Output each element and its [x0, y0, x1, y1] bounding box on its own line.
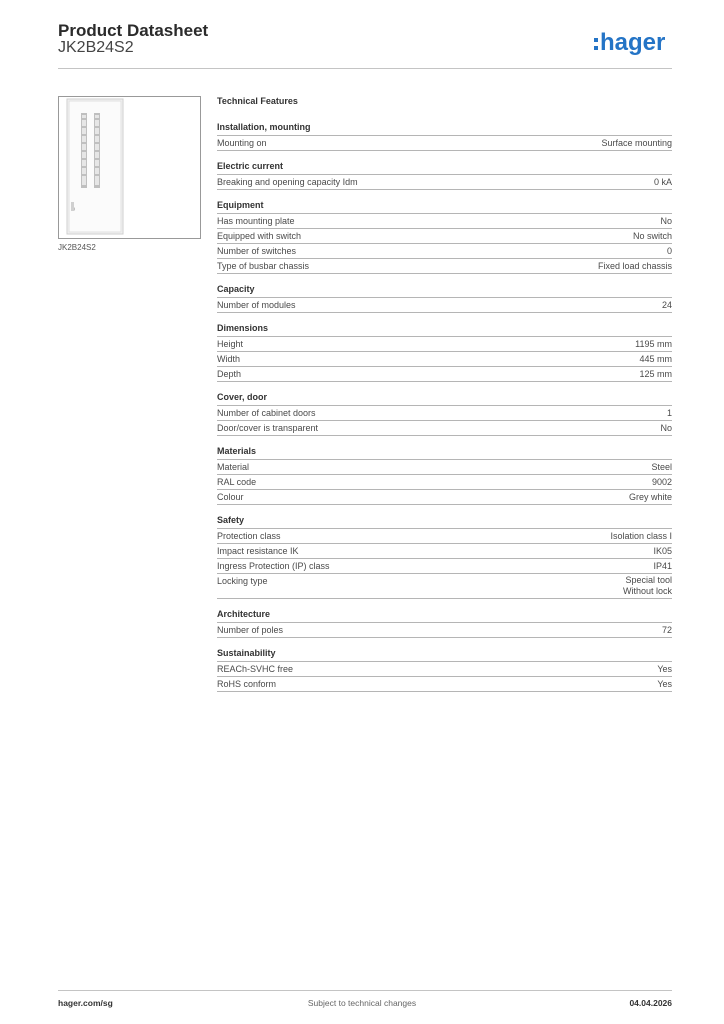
spec-value: 24 [661, 300, 672, 310]
spec-row [217, 136, 672, 151]
spec-value: Special tool Without lock [622, 575, 672, 596]
section-header: Materials [217, 445, 672, 460]
spec-row [217, 677, 672, 692]
section-header: Dimensions [217, 322, 672, 337]
footer-divider [58, 990, 672, 991]
spec-row [217, 259, 672, 274]
spec-row [217, 559, 672, 574]
spec-row [217, 352, 672, 367]
spec-label: Material [217, 462, 250, 472]
spec-row [217, 623, 672, 638]
spec-label: REACh-SVHC free [217, 664, 294, 674]
spec-value: IK05 [653, 546, 672, 556]
spec-value: 9002 [651, 477, 672, 487]
spec-section [217, 322, 672, 382]
spec-row [217, 214, 672, 229]
spec-label: Door/cover is transparent [217, 423, 319, 433]
section-header: Electric current [217, 160, 672, 175]
spec-section [217, 283, 672, 313]
spec-value: 0 [666, 246, 672, 256]
spec-value: Grey white [628, 492, 672, 502]
spec-value: 1195 mm [635, 339, 672, 349]
spec-row [217, 574, 672, 599]
spec-value: 72 [661, 625, 672, 635]
spec-value: No switch [632, 231, 672, 241]
spec-row [217, 337, 672, 352]
spec-row [217, 662, 672, 677]
svg-text:hager: hager [600, 29, 666, 56]
technical-features [217, 95, 672, 701]
section-header: Installation, mounting [217, 121, 672, 136]
spec-section [217, 647, 672, 692]
spec-label: Number of poles [217, 625, 284, 635]
section-header: Equipment [217, 199, 672, 214]
spec-value: 125 mm [639, 369, 672, 379]
spec-section [217, 160, 672, 190]
spec-label: Height [217, 339, 244, 349]
spec-row [217, 298, 672, 313]
spec-row [217, 367, 672, 382]
spec-label: Depth [217, 369, 242, 379]
spec-value: No [660, 423, 672, 433]
spec-row [217, 529, 672, 544]
spec-row [217, 244, 672, 259]
spec-section [217, 391, 672, 436]
footer-date: 04.04.2026 [629, 998, 672, 1008]
footer-website[interactable]: hager.com/sg [58, 998, 113, 1008]
spec-row [217, 406, 672, 421]
spec-value: Surface mounting [601, 138, 672, 148]
spec-row [217, 475, 672, 490]
spec-label: Has mounting plate [217, 216, 295, 226]
spec-row [217, 421, 672, 436]
spec-value: Yes [657, 664, 672, 674]
header-divider [58, 68, 672, 69]
spec-label: Ingress Protection (IP) class [217, 561, 330, 571]
product-code: JK2B24S2 [58, 39, 134, 56]
spec-title: Technical Features [217, 96, 298, 106]
section-header: Cover, door [217, 391, 672, 406]
spec-value: Steel [651, 462, 672, 472]
page-title: Product Datasheet [58, 21, 209, 40]
spec-value: Yes [657, 679, 672, 689]
section-header: Capacity [217, 283, 672, 298]
spec-section [217, 514, 672, 599]
spec-row [217, 229, 672, 244]
spec-row [217, 544, 672, 559]
spec-label: Mounting on [217, 138, 267, 148]
spec-sections [217, 121, 672, 692]
spec-label: Number of cabinet doors [217, 408, 316, 418]
spec-label: RAL code [217, 477, 257, 487]
section-header: Architecture [217, 608, 672, 623]
spec-value: 1 [666, 408, 672, 418]
spec-label: Impact resistance IK [217, 546, 299, 556]
spec-value: No [660, 216, 672, 226]
spec-value: 445 mm [639, 354, 672, 364]
hager-logo [593, 28, 673, 58]
spec-label: Type of busbar chassis [217, 261, 310, 271]
spec-row [217, 175, 672, 190]
spec-row [217, 490, 672, 505]
spec-section [217, 199, 672, 274]
spec-label: Number of switches [217, 246, 297, 256]
product-image [58, 96, 201, 239]
section-header: Safety [217, 514, 672, 529]
spec-label: Breaking and opening capacity Idm [217, 177, 358, 187]
spec-label: Number of modules [217, 300, 296, 310]
spec-label: RoHS conform [217, 679, 277, 689]
enclosure-illustration [59, 97, 200, 238]
footer-notice: Subject to technical changes [307, 998, 417, 1008]
spec-section [217, 445, 672, 505]
image-caption: JK2B24S2 [58, 243, 96, 252]
spec-value: 0 kA [653, 177, 672, 187]
spec-label: Colour [217, 492, 244, 502]
spec-label: Locking type [217, 576, 268, 586]
section-header: Sustainability [217, 647, 672, 662]
spec-value: IP41 [653, 561, 672, 571]
spec-label: Protection class [217, 531, 281, 541]
spec-label: Equipped with switch [217, 231, 302, 241]
spec-row [217, 460, 672, 475]
spec-section [217, 608, 672, 638]
spec-value: Isolation class I [610, 531, 672, 541]
spec-section [217, 121, 672, 151]
spec-value: Fixed load chassis [597, 261, 672, 271]
spec-label: Width [217, 354, 241, 364]
